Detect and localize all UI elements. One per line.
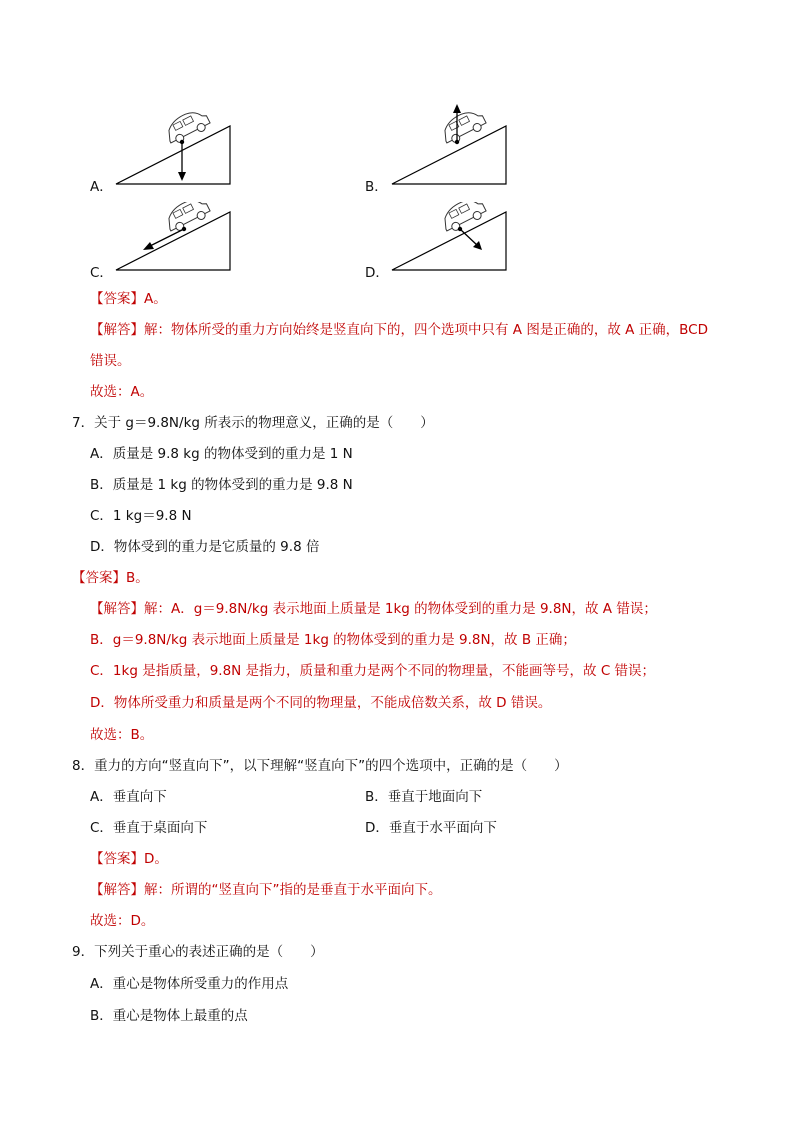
q6-answer: 【答案】A。	[90, 291, 167, 307]
q7-analysis-line-2: B．g＝9.8N/kg 表示地面上质量是 1kg 的物体受到的重力是 9.8N，故 B 正确；	[90, 632, 576, 648]
q7-analysis-line-3: C．1kg 是指质量，9.8N 是指力，质量和重力是两个不同的物理量，不能画等号，故 C 错误；	[90, 663, 656, 679]
q8-option-d: D．垂直于水平面向下	[365, 820, 497, 836]
q6-option-c-label: C．	[90, 265, 113, 281]
q6-option-d-label: D．	[365, 265, 389, 281]
car-icon	[162, 202, 212, 234]
analysis-tag: 【解答】	[90, 322, 144, 338]
analysis-tag: 【解答】	[90, 601, 144, 617]
car-icon	[438, 106, 488, 147]
q9-option-b: B．重心是物体上最重的点	[90, 1008, 248, 1024]
q6-option-a-figure	[112, 108, 237, 188]
q8-stem: 8．重力的方向“竖直向下”，以下理解“竖直向下”的四个选项中，正确的是（ ）	[72, 758, 568, 774]
q6-analysis-line-1: 【解答】解：物体所受的重力方向始终是竖直向下的，四个选项中只有 A 图是正确的，故 A 正确，BCD	[90, 322, 708, 338]
q8-option-c: C．垂直于桌面向下	[90, 820, 208, 836]
answer-tag: 【答案】	[90, 851, 144, 867]
analysis-tag: 【解答】	[90, 882, 144, 898]
q7-answer: 【答案】B。	[72, 570, 149, 586]
q8-choose: 故选：D。	[90, 913, 155, 929]
car-icon	[438, 202, 488, 234]
q7-option-c: C．1 kg＝9.8 N	[90, 508, 192, 524]
answer-tag: 【答案】	[90, 291, 144, 307]
q7-option-a: A．质量是 9.8 kg 的物体受到的重力是 1 N	[90, 446, 353, 462]
q7-stem: 7．关于 g＝9.8N/kg 所表示的物理意义，正确的是（ ）	[72, 415, 434, 431]
q7-option-b: B．质量是 1 kg 的物体受到的重力是 9.8 N	[90, 477, 353, 493]
q6-option-a-label: A．	[90, 179, 113, 195]
car-icon	[162, 108, 212, 146]
q8-option-a: A．垂直向下	[90, 789, 167, 805]
q9-option-a: A．重心是物体所受重力的作用点	[90, 976, 289, 992]
q7-option-d: D．物体受到的重力是它质量的 9.8 倍	[90, 539, 320, 555]
q6-analysis-line-2: 错误。	[90, 353, 131, 369]
q6-choose: 故选：A。	[90, 384, 154, 400]
q6-option-d-figure	[388, 202, 513, 274]
q8-option-b: B．垂直于地面向下	[365, 789, 483, 805]
q9-stem: 9．下列关于重心的表述正确的是（ ）	[72, 944, 324, 960]
q6-option-b-figure	[388, 100, 513, 188]
q6-option-b-label: B．	[365, 179, 388, 195]
q8-analysis: 【解答】解：所谓的“竖直向下”指的是垂直于水平面向下。	[90, 882, 442, 898]
answer-tag: 【答案】	[72, 570, 126, 586]
q6-option-c-figure	[112, 202, 237, 274]
q7-analysis-line-4: D．物体所受重力和质量是两个不同的物理量，不能成倍数关系，故 D 错误。	[90, 695, 552, 711]
q8-answer: 【答案】D。	[90, 851, 168, 867]
q7-analysis-line-1: 【解答】解：A．g＝9.8N/kg 表示地面上质量是 1kg 的物体受到的重力是 9.8N，故 A 错误；	[90, 601, 657, 617]
q7-choose: 故选：B。	[90, 727, 154, 743]
